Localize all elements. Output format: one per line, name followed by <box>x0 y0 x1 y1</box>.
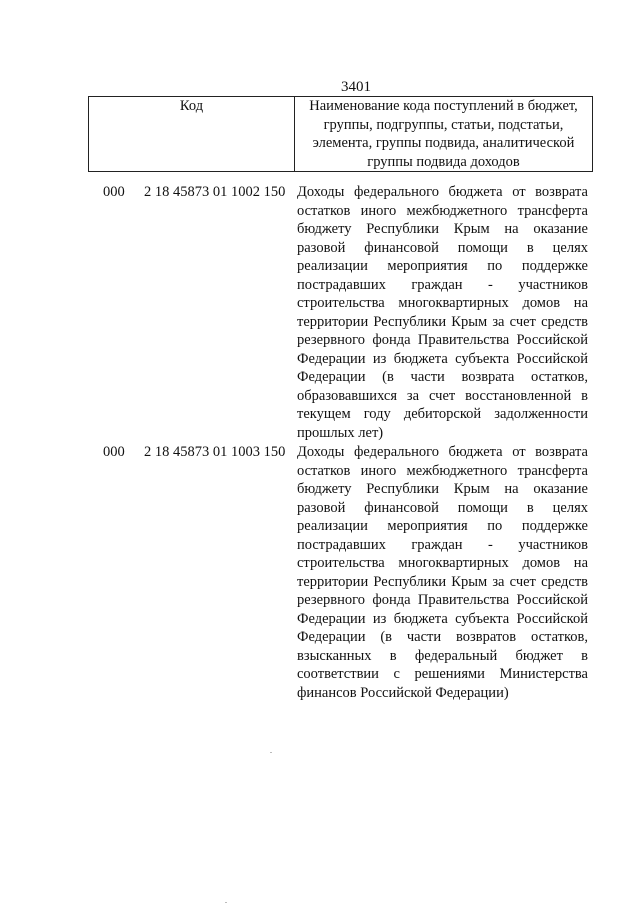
description-line: соответствии с решениями Министерства <box>297 666 588 682</box>
description-line: территории Республики Крым за счет средств <box>297 313 588 330</box>
scan-artifact <box>270 752 272 753</box>
description-line: строительства многоквартирных домов на <box>297 295 588 311</box>
admin-code: 000 <box>103 444 125 460</box>
description-line: остатков иного межбюджетного трансферта <box>297 202 588 219</box>
description-line: пострадавших граждан - участников <box>297 536 588 553</box>
code-description <box>297 183 588 442</box>
description-line: разовой финансовой помощи в целях <box>297 239 588 256</box>
description-line: разовой финансовой помощи в целях <box>297 499 588 516</box>
table-header <box>88 96 593 172</box>
description-line: Доходы федерального бюджета от возврата <box>297 444 588 460</box>
code-description <box>297 443 588 702</box>
description-line: бюджету Республики Крым на оказание <box>297 221 588 237</box>
budget-code: 2 18 45873 01 1003 150 <box>144 444 286 460</box>
description-line: реализации мероприятия по поддержке <box>297 258 588 274</box>
description-line: взысканных в федеральный бюджет в <box>297 647 588 664</box>
income-code-list <box>0 183 640 702</box>
name-column-header: Наименование кода поступлений в бюджет, группы, подгруппы, статьи, подстатьи, элемента, группы подвида, аналитической группы подвида доходов <box>295 97 593 172</box>
description-line: реализации мероприятия по поддержке <box>297 518 588 534</box>
admin-code: 000 <box>103 184 125 200</box>
description-line: бюджету Республики Крым на оказание <box>297 481 588 497</box>
scan-artifact <box>225 902 227 903</box>
description-line: пострадавших граждан - участников <box>297 276 588 293</box>
description-line: текущем году дебиторской задолженности <box>297 406 588 422</box>
description-line: резервного фонда Правительства Российской <box>297 592 588 608</box>
description-line: Федерации из бюджета субъекта Российской <box>297 610 588 627</box>
table-row <box>0 443 640 702</box>
description-line: Федерации из бюджета субъекта Российской <box>297 350 588 367</box>
page-number: 3401 <box>341 79 371 95</box>
budget-code: 2 18 45873 01 1002 150 <box>144 184 286 200</box>
description-line: образовавшихся за счет восстановленной в <box>297 387 588 404</box>
description-line: прошлых лет) <box>297 424 384 441</box>
description-line: Доходы федерального бюджета от возврата <box>297 184 588 200</box>
description-line: территории Республики Крым за счет средств <box>297 573 588 590</box>
table-row <box>0 183 640 442</box>
code-column-header: Код <box>89 97 295 172</box>
description-line: резервного фонда Правительства Российской <box>297 332 588 348</box>
description-line: Федерации (в части возвратов остатков, <box>297 629 588 645</box>
description-line: остатков иного межбюджетного трансферта <box>297 462 588 479</box>
description-line: строительства многоквартирных домов на <box>297 555 588 571</box>
table-header-row <box>89 97 593 172</box>
description-line: финансов Российской Федерации) <box>297 684 509 701</box>
description-line: Федерации (в части возврата остатков, <box>297 369 588 385</box>
